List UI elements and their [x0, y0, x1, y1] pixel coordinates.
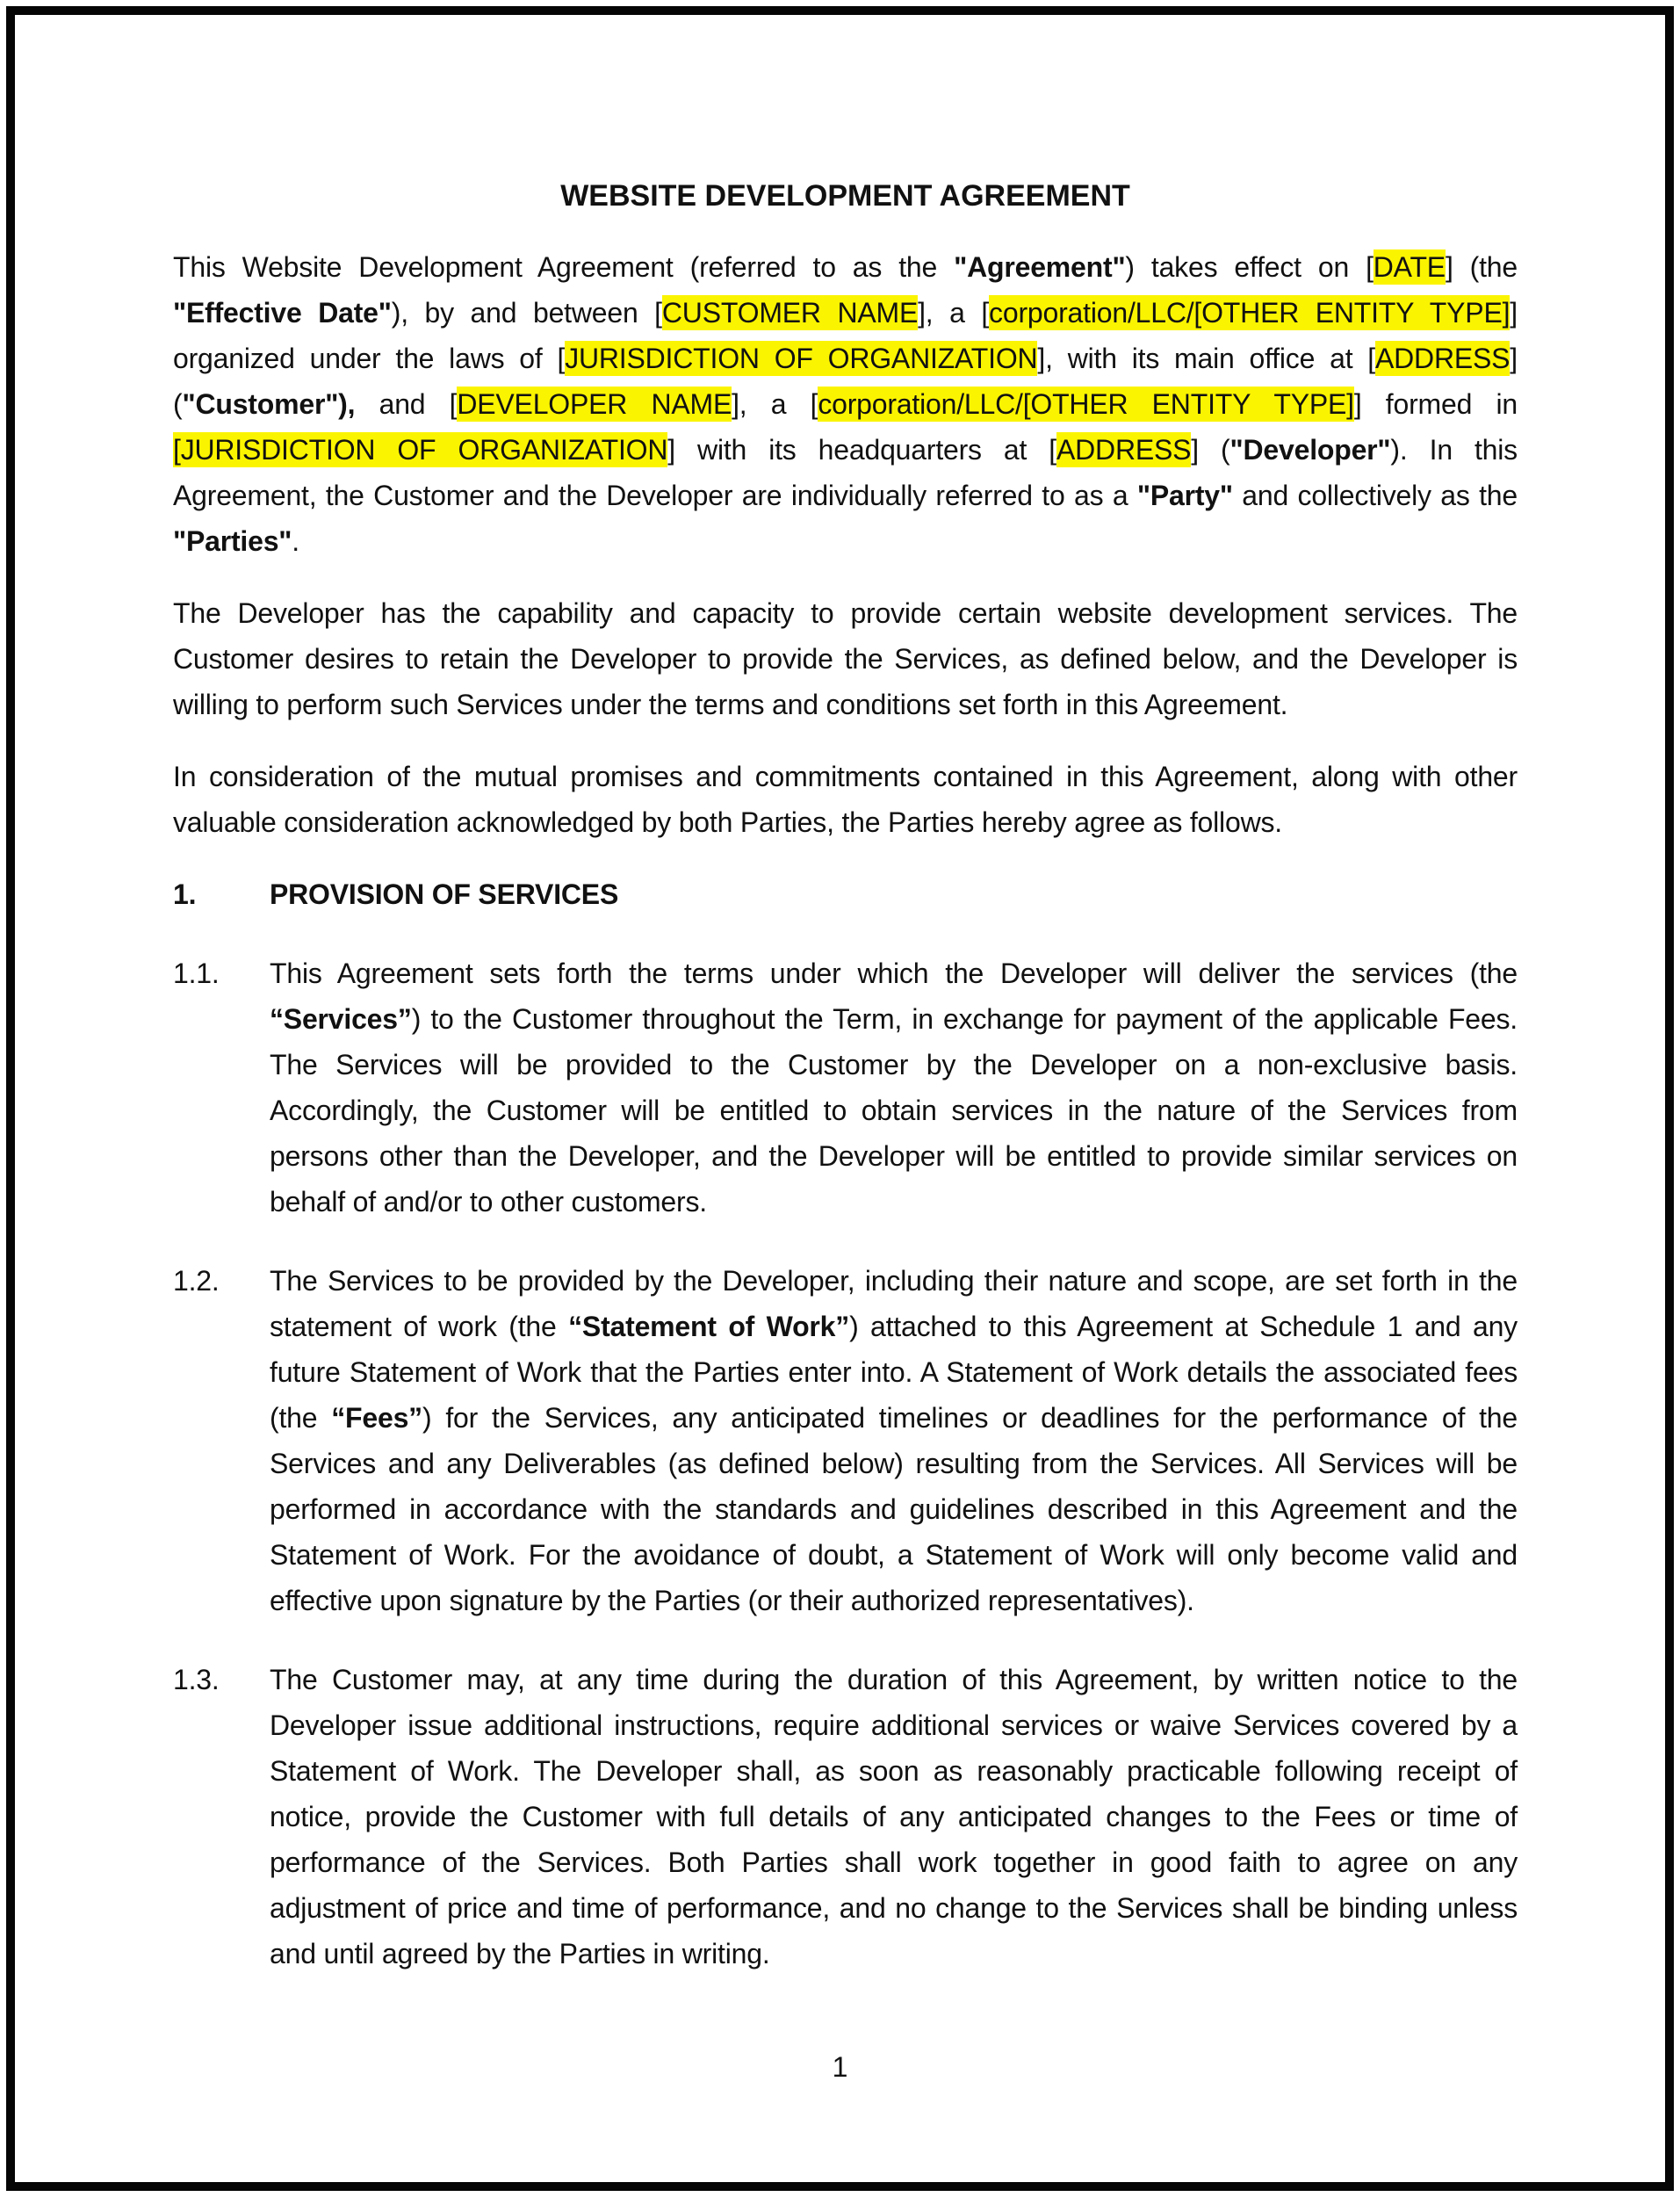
clause-1-3-text: [270, 1657, 1518, 1977]
bold-text-run: "Parties": [173, 524, 292, 557]
clause-1-1-number: 1.1.: [173, 957, 220, 989]
section-1-title: PROVISION OF SERVICES: [270, 878, 619, 910]
placeholder-highlight: JURISDICTION OF ORGANIZATION: [565, 342, 1038, 374]
text-run: ). In this Agreement, the Customer and the Developer are individually referred to as a: [173, 433, 1518, 511]
clause-1-1: [173, 950, 1518, 1225]
text-run: ), by and between [: [391, 296, 662, 329]
text-run: ], with its main office at [: [1037, 342, 1375, 374]
text-run: ], a [: [732, 387, 818, 420]
placeholder-highlight: corporation/LLC/[OTHER ENTITY TYPE]: [989, 296, 1511, 329]
text-run: This Website Development Agreement (referred to as the: [173, 250, 955, 283]
bold-text-run: “Fees”: [331, 1401, 422, 1434]
text-run: and collectively as the: [1232, 479, 1518, 511]
clause-1-3: [173, 1657, 1518, 1977]
text-run: ] (the: [1445, 250, 1518, 283]
text-run: ) for the Services, any anticipated timelines or deadlines for the performance of the Services and any Deliverables (as defined below) resulting from the Services. All Services will be performed in accordance with the standards and guidelines described in this Agreement and the Statement of Work. For the avoidance of doubt, a Statement of Work will only become valid and effective upon signature by the Parties (or their authorized representatives).: [270, 1401, 1518, 1616]
clause-1-2-number: 1.2.: [173, 1264, 220, 1297]
bold-text-run: "Developer": [1229, 433, 1391, 466]
section-1-heading: [173, 871, 1518, 917]
text-run: ], a [: [918, 296, 990, 329]
text-run: The Developer has the capability and capacity to provide certain website development services. The Customer desires to retain the Developer to provide the Services, as defined below, and the Developer is willing to perform such Services under the terms and conditions set forth in this Agreement.: [173, 596, 1518, 720]
text-run: ) to the Customer throughout the Term, in exchange for payment of the applicable Fees. The Services will be provided to the Customer by the Developer on a non-exclusive basis. Accordingly, the Customer will be entitled to obtain services in the nature of the Services from persons other than the Developer, and the Developer will be entitled to provide similar services on behalf of and/or to other customers.: [270, 1002, 1518, 1218]
text-run: and [: [355, 387, 458, 420]
text-run: ] (: [173, 342, 1518, 420]
text-run: ] with its headquarters at [: [667, 433, 1056, 466]
placeholder-highlight: corporation/LLC/[OTHER ENTITY TYPE]: [818, 387, 1354, 420]
placeholder-highlight: ADDRESS: [1374, 342, 1511, 374]
text-run: This Agreement sets forth the terms under which the Developer will deliver the services (the: [270, 957, 1518, 989]
text-run: ) takes effect on [: [1125, 250, 1374, 283]
bold-text-run: "Party": [1136, 479, 1233, 511]
placeholder-highlight: [JURISDICTION OF ORGANIZATION: [173, 433, 668, 466]
document-title: WEBSITE DEVELOPMENT AGREEMENT: [560, 179, 1130, 213]
bold-text-run: “Statement of Work”: [568, 1310, 850, 1342]
recital-consideration-paragraph: [173, 754, 1518, 845]
text-run: ] formed in: [1353, 387, 1518, 420]
placeholder-highlight: ADDRESS: [1056, 433, 1192, 466]
clause-1-2: [173, 1258, 1518, 1623]
placeholder-highlight: DATE: [1373, 250, 1446, 283]
clause-1-2-text: [270, 1258, 1518, 1623]
page-number: 1: [832, 2051, 848, 2083]
bold-text-run: "Customer"),: [182, 387, 356, 420]
bold-text-run: “Services”: [270, 1002, 412, 1035]
text-run: ) attached to this Agreement at Schedule 1 and any future Statement of Work that the Parties enter into. A Statement of Work details the associated fees (the: [270, 1310, 1518, 1434]
bold-text-run: "Effective Date": [173, 296, 392, 329]
intro-paragraph: [173, 244, 1518, 564]
text-run: ] organized under the laws of [: [173, 296, 1518, 374]
text-run: The Customer may, at any time during the duration of this Agreement, by written notice to the Developer issue additional instructions, require additional services or waive Services covered by a Statement of Work. The Developer shall, as soon as reasonably practicable following receipt of notice, provide the Customer with full details of any anticipated changes to the Fees or time of performance of the Services. Both Parties shall work together in good faith to agree on any adjustment of price and time of performance, and no change to the Services shall be binding unless and until agreed by the Parties in writing.: [270, 1663, 1518, 1969]
section-1-number: 1.: [173, 878, 197, 910]
page-border-frame: [6, 6, 1674, 2191]
text-run: .: [292, 524, 299, 557]
recital-capability-paragraph: [173, 590, 1518, 727]
text-run: ] (: [1191, 433, 1230, 466]
text-run: In consideration of the mutual promises and commitments contained in this Agreement, along with other valuable consideration acknowledged by both Parties, the Parties hereby agree as follows.: [173, 760, 1518, 838]
placeholder-highlight: CUSTOMER NAME: [661, 296, 919, 329]
clause-1-1-text: [270, 950, 1518, 1225]
clause-1-3-number: 1.3.: [173, 1663, 220, 1695]
text-run: The Services to be provided by the Developer, including their nature and scope, are set forth in the statement of work (the: [270, 1264, 1518, 1342]
placeholder-highlight: DEVELOPER NAME: [457, 387, 732, 420]
bold-text-run: "Agreement": [954, 250, 1126, 283]
